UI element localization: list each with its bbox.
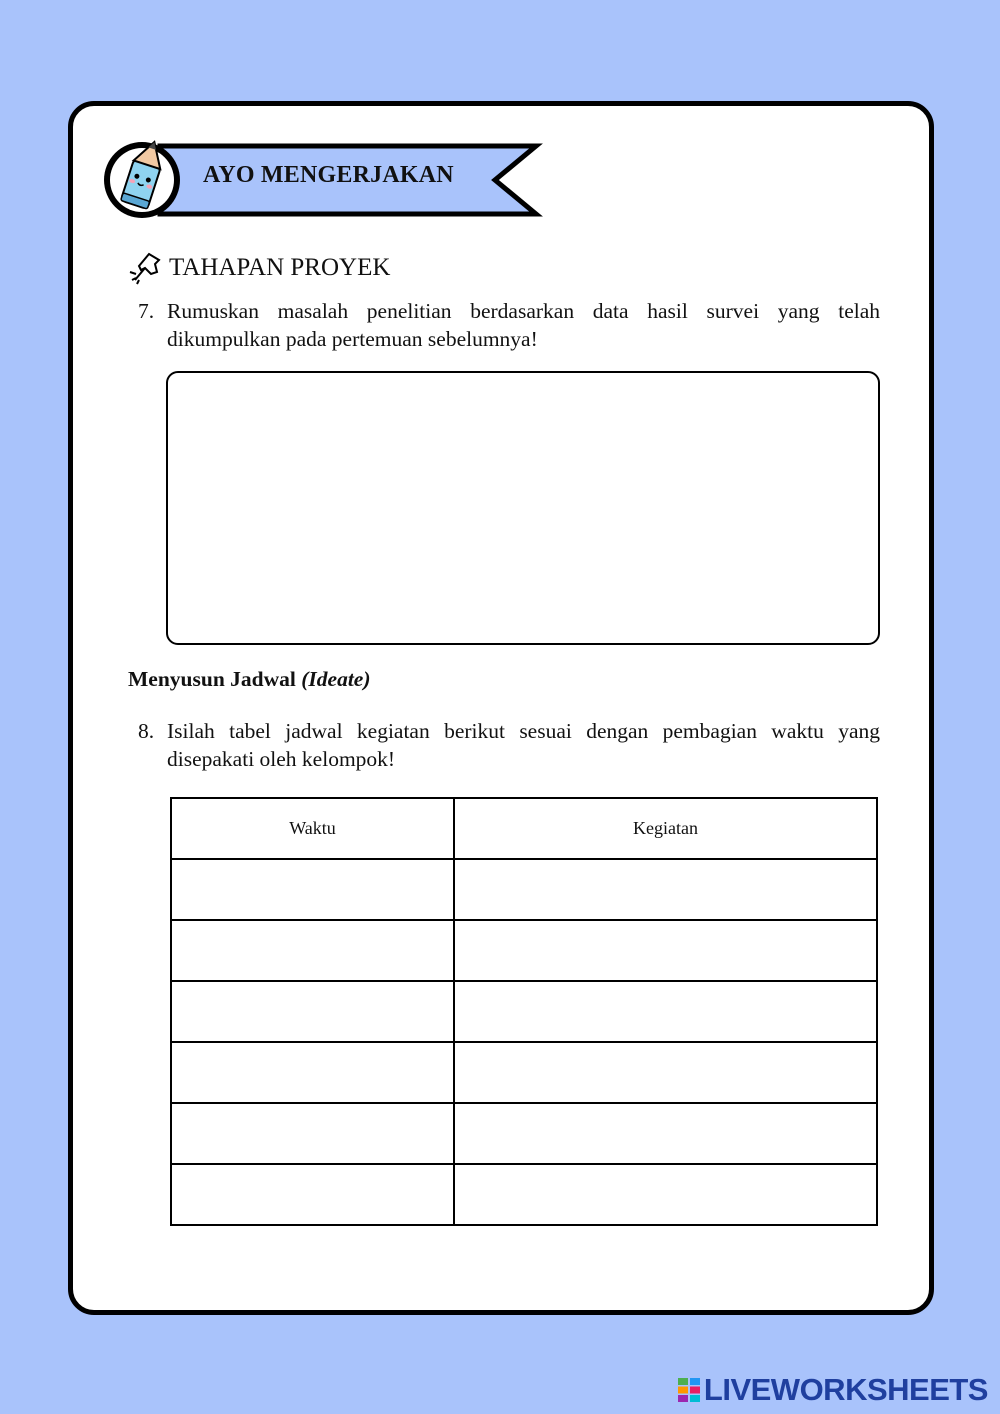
subheading-main: Menyusun Jadwal	[128, 667, 302, 691]
kegiatan-cell[interactable]	[454, 1164, 877, 1225]
column-header-waktu: Waktu	[171, 798, 454, 859]
question-number: 7.	[138, 299, 155, 323]
answer-box[interactable]	[166, 371, 880, 645]
question-number: 8.	[138, 719, 155, 743]
table-row	[171, 920, 877, 981]
waktu-cell[interactable]	[171, 859, 454, 920]
banner-title: AYO MENGERJAKAN	[203, 162, 454, 188]
pushpin-icon	[127, 250, 167, 286]
waktu-cell[interactable]	[171, 981, 454, 1042]
brand-text: LIVEWORKSHEETS	[703, 1372, 988, 1407]
waktu-cell[interactable]	[171, 1164, 454, 1225]
kegiatan-cell[interactable]	[454, 859, 877, 920]
question-text: Rumuskan masalah penelitian berdasarkan data hasil survei yang telah dikumpulkan pada pertemuan sebelumnya!	[167, 299, 880, 351]
waktu-cell[interactable]	[171, 1042, 454, 1103]
section-heading	[127, 250, 390, 286]
question-8	[138, 717, 880, 773]
column-header-kegiatan: Kegiatan	[454, 798, 877, 859]
table-row	[171, 1042, 877, 1103]
liveworksheets-logo-icon	[678, 1378, 700, 1402]
liveworksheets-brand	[678, 1372, 988, 1408]
table-row	[171, 859, 877, 920]
section-title: TAHAPAN PROYEK	[169, 254, 391, 281]
table-row	[171, 981, 877, 1042]
kegiatan-cell[interactable]	[454, 1103, 877, 1164]
waktu-cell[interactable]	[171, 920, 454, 981]
kegiatan-cell[interactable]	[454, 1042, 877, 1103]
table-row	[171, 1164, 877, 1225]
kegiatan-cell[interactable]	[454, 920, 877, 981]
schedule-table	[170, 797, 878, 1226]
subheading-italic: (Ideate)	[301, 667, 371, 691]
table-row	[171, 1103, 877, 1164]
question-7	[138, 297, 880, 353]
question-text: Isilah tabel jadwal kegiatan berikut sesuai dengan pembagian waktu yang disepakati oleh kelompok!	[167, 719, 880, 771]
subheading	[128, 667, 371, 692]
waktu-cell[interactable]	[171, 1103, 454, 1164]
kegiatan-cell[interactable]	[454, 981, 877, 1042]
table-header-row	[171, 798, 877, 859]
